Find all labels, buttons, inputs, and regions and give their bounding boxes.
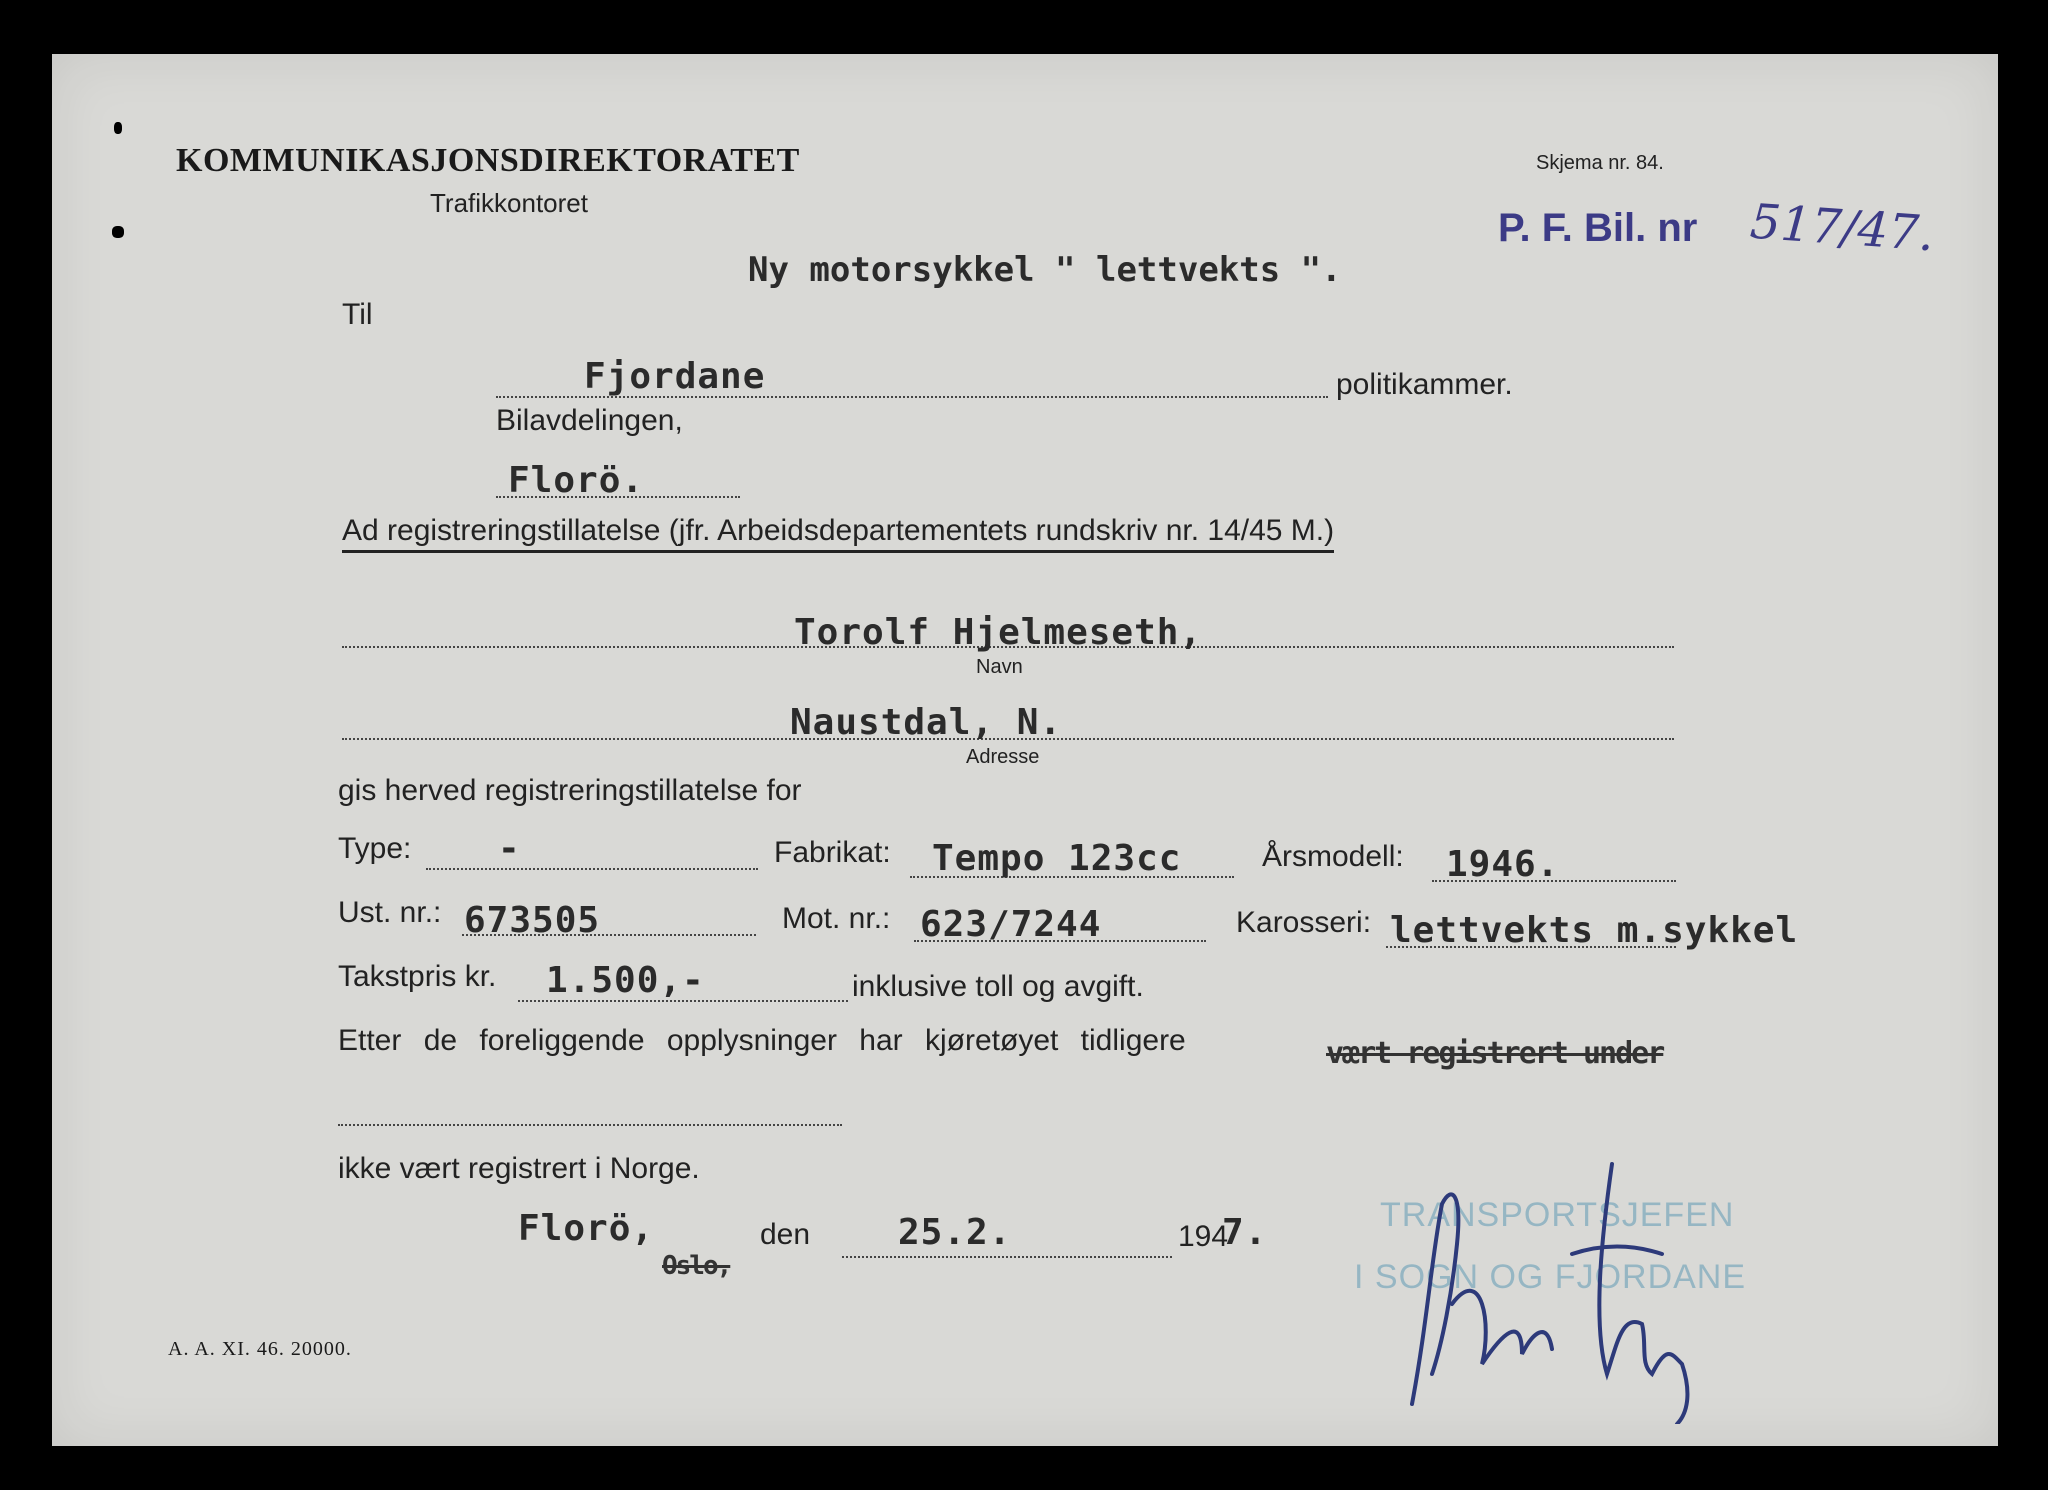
registration-stamp: P. F. Bil. nr (1498, 206, 1698, 250)
form-title: Ny motorsykkel " lettvekts ". (748, 250, 1342, 290)
make-value: Tempo 123cc (932, 838, 1182, 879)
type-value: - (498, 828, 521, 869)
grant-text: gis herved registreringstillatelse for (338, 774, 802, 807)
dept-name: Trafikkontoret (430, 188, 588, 218)
body-label: Karosseri: (1236, 906, 1372, 939)
address-label: Adresse (966, 746, 1040, 768)
schema-number: Skjema nr. 84. (1536, 152, 1664, 174)
type-label: Type: (338, 832, 412, 865)
mot-label: Mot. nr.: (782, 902, 891, 935)
document-page (52, 54, 1998, 1446)
year-value: 1946. (1446, 844, 1560, 885)
price-suffix: inklusive toll og avgift. (852, 970, 1144, 1003)
price-value: 1.500,- (546, 960, 705, 1001)
name-value: Torolf Hjelmeseth, (794, 612, 1203, 653)
bilavdelingen-label: Bilavdelingen, (496, 404, 683, 437)
address-value: Naustdal, N. (790, 702, 1063, 743)
den-label: den (760, 1218, 811, 1251)
price-label: Takstpris kr. (338, 960, 497, 993)
registration-handwritten-number: 517/47. (1748, 193, 1936, 263)
punch-hole (112, 226, 124, 238)
prior-text: Etter de foreliggende opplysninger har kjøretøyet tidligere (338, 1024, 1186, 1057)
mot-value: 623/7244 (920, 904, 1102, 945)
transport-stamp-line1: TRANSPORTSJEFEN (1380, 1196, 1735, 1234)
subject-line: Ad registreringstillatelse (jfr. Arbeidsdepartementets rundskriv nr. 14/45 M.) (342, 514, 1334, 553)
punch-hole (114, 122, 122, 134)
til-label: Til (342, 298, 373, 331)
body-value: lettvekts m.sykkel (1390, 910, 1799, 951)
prior-line (338, 1124, 842, 1126)
name-label: Navn (976, 656, 1023, 678)
police-value: Fjordane (584, 356, 766, 397)
year-prefix: 194 (1178, 1220, 1229, 1253)
year-suffix: 7. (1222, 1212, 1268, 1253)
org-name: KOMMUNIKASJONSDIREKTORATET (176, 142, 800, 179)
footer-code: A. A. XI. 46. 20000. (168, 1338, 352, 1360)
type-line (426, 868, 758, 870)
date-value: 25.2. (898, 1212, 1012, 1253)
town-value: Florö. (508, 460, 645, 501)
handwritten-signature (1372, 1144, 1812, 1424)
make-label: Fabrikat: (774, 836, 891, 869)
place-value: Florö, (518, 1208, 655, 1249)
prior-struck-text: vært registrert under (1326, 1036, 1664, 1071)
place-struck-text: Oslo, (662, 1251, 731, 1281)
police-suffix: politikammer. (1336, 368, 1513, 401)
date-line (842, 1256, 1172, 1258)
ust-value: 673505 (464, 900, 601, 941)
transport-stamp-line2: I SOGN OG FJORDANE (1354, 1258, 1747, 1296)
ust-label: Ust. nr.: (338, 896, 442, 929)
not-registered-text: ikke vært registrert i Norge. (338, 1152, 700, 1185)
year-label: Årsmodell: (1262, 840, 1404, 873)
